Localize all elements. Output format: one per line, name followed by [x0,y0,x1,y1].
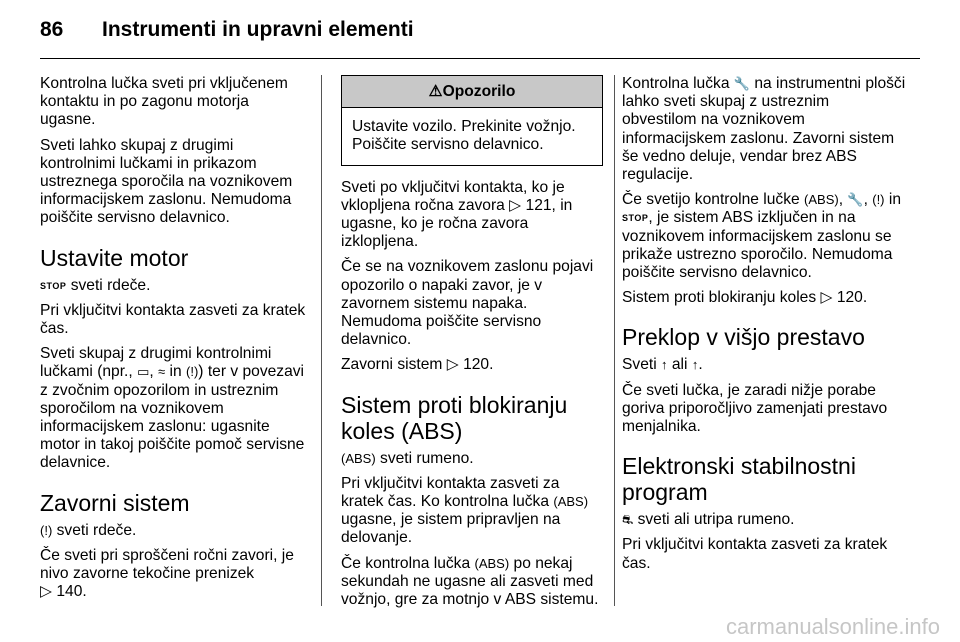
paragraph: Sveti lahko skupaj z drugimi kontrolnimi lučkami in prikazom ustreznega sporočila na voznikovem informacijskem zaslonu. Nemudoma poiščite servisno delavnico. [40,136,293,227]
paragraph: Kontrolna lučka sveti pri vključenem kontaktu in po zagonu motorja ugasne. [40,75,288,129]
column-3 [622,75,907,580]
page-number: 86 [40,18,64,41]
paragraph: ⛐ sveti ali utripa rumeno. [622,511,795,529]
paragraph: Sistem proti blokiranju koles ▷ 120. [622,289,868,307]
paragraph: STOP sveti rdeče. [40,276,151,294]
brake-warning-icon: (!) [40,522,53,538]
paragraph: Kontrolna lučka 🔧 na instrumentni plošči lahko sveti skupaj z ustreznim obvestilom na voznikovem informacijskem zaslonu. Zavorni sistem še vedno deluje, vendar brez ABS regulacije. [622,75,906,184]
paragraph: Sveti skupaj z drugimi kontrolnimi lučkami (npr., ▭, ≈ in (!)) ter v povezavi z zvočnim opozorilom in ustreznim sporočilom na voznikovem informacijskem zaslonu: ugasnite motor in takoj poiščite pomoč servisne delavnice. [40,345,305,472]
section-heading: Preklop v višjo prestavo [622,324,865,351]
page-title: Instrumenti in upravni elementi [102,18,414,41]
column-divider [614,75,615,606]
page-reference[interactable]: 120. [463,356,494,374]
column-2 [341,75,603,616]
upshift-icon: ↑ [661,357,668,373]
section-heading: Ustavite motor [40,244,189,271]
warning-header: ⚠Opozorilo [342,76,602,108]
paragraph: (ABS) sveti rumeno. [341,449,474,467]
page-reference[interactable]: 140. [56,583,87,601]
paragraph: (!) sveti rdeče. [40,521,137,539]
paragraph: Če kontrolna lučka (ABS) po nekaj sekundah ne ugasne ali zasveti med vožnjo, gre za motnjo v ABS sistemu. [341,554,599,609]
esp-icon: ⛐ [622,512,634,528]
reference-arrow-icon: ▷ [40,583,52,601]
upshift-icon: ↑ [691,357,699,373]
header-rule [40,58,920,59]
page-reference[interactable]: 120. [836,289,868,307]
wrench-icon: 🔧 [847,192,864,208]
reference-arrow-icon: ▷ [446,356,459,374]
section-heading: Zavorni sistem [40,489,190,516]
warning-triangle-icon: ⚠ [428,83,443,100]
stop-icon: STOP [622,213,649,224]
abs-icon: (ABS) [804,192,839,208]
page-header [40,18,414,42]
paragraph: Če svetijo kontrolne lučke (ABS), 🔧, (!) in STOP, je sistem ABS izključen in na voznikovem informacijskem zaslonu se prikaže ustrezno sporočilo. Nemudoma poiščite servisno delavnico. [622,191,901,282]
coolant-temperature-icon: ≈ [158,364,166,380]
battery-icon: ▭ [137,364,150,380]
paragraph: Zavorni sistem ▷ 120. [341,356,494,374]
section-heading: Elektronski stabilnostni program [622,453,856,506]
paragraph: Pri vključitvi kontakta zasveti za kratek čas. [622,536,888,572]
watermark: carmanualsonline.info [725,614,940,639]
page-reference[interactable]: 121, in ugasne, ko je ročna zavora izklopljena. [341,196,573,251]
wrench-icon: 🔧 [733,76,751,91]
column-divider [321,75,322,606]
brake-warning-icon: (!) [186,364,199,380]
paragraph: Pri vključitvi kontakta zasveti za kratek čas. Ko kontrolna lučka (ABS) ugasne, je sistem pripravljen na delovanje. [341,474,589,547]
brake-warning-icon: (!) [872,192,885,208]
paragraph: Pri vključitvi kontakta zasveti za kratek čas. [40,301,306,338]
warning-text: Ustavite vozilo. Prekinite vožnjo. Poiščite servisno delavnico. [352,118,576,154]
paragraph: Če se na voznikovem zaslonu pojavi opozorilo o napaki zavor, je v zavornem sistemu napaka. Nemudoma poiščite servisno delavnico. [341,258,594,349]
abs-icon: (ABS) [553,494,589,510]
column-1 [40,75,308,608]
paragraph: Sveti po vključitvi kontakta, ko je vklopljena ročna zavora ▷ 121, in ugasne, ko je ročna zavora izklopljena. [341,178,573,251]
section-heading: Sistem proti blokiranju koles (ABS) [341,391,568,444]
stop-icon: STOP [40,280,67,291]
warning-box [341,75,603,166]
paragraph: Če sveti lučka, je zaradi nižje porabe goriva priporočljivo zamenjati prestavo menjalnika. [622,381,888,436]
paragraph: Sveti ↑ ali ↑. [622,356,703,374]
abs-icon: (ABS) [341,450,376,466]
abs-icon: (ABS) [474,555,510,571]
reference-arrow-icon: ▷ [509,196,522,214]
paragraph: Če sveti pri sproščeni ročni zavori, je nivo zavorne tekočine prenizek ▷ 140. [40,546,294,601]
reference-arrow-icon: ▷ [820,289,833,307]
